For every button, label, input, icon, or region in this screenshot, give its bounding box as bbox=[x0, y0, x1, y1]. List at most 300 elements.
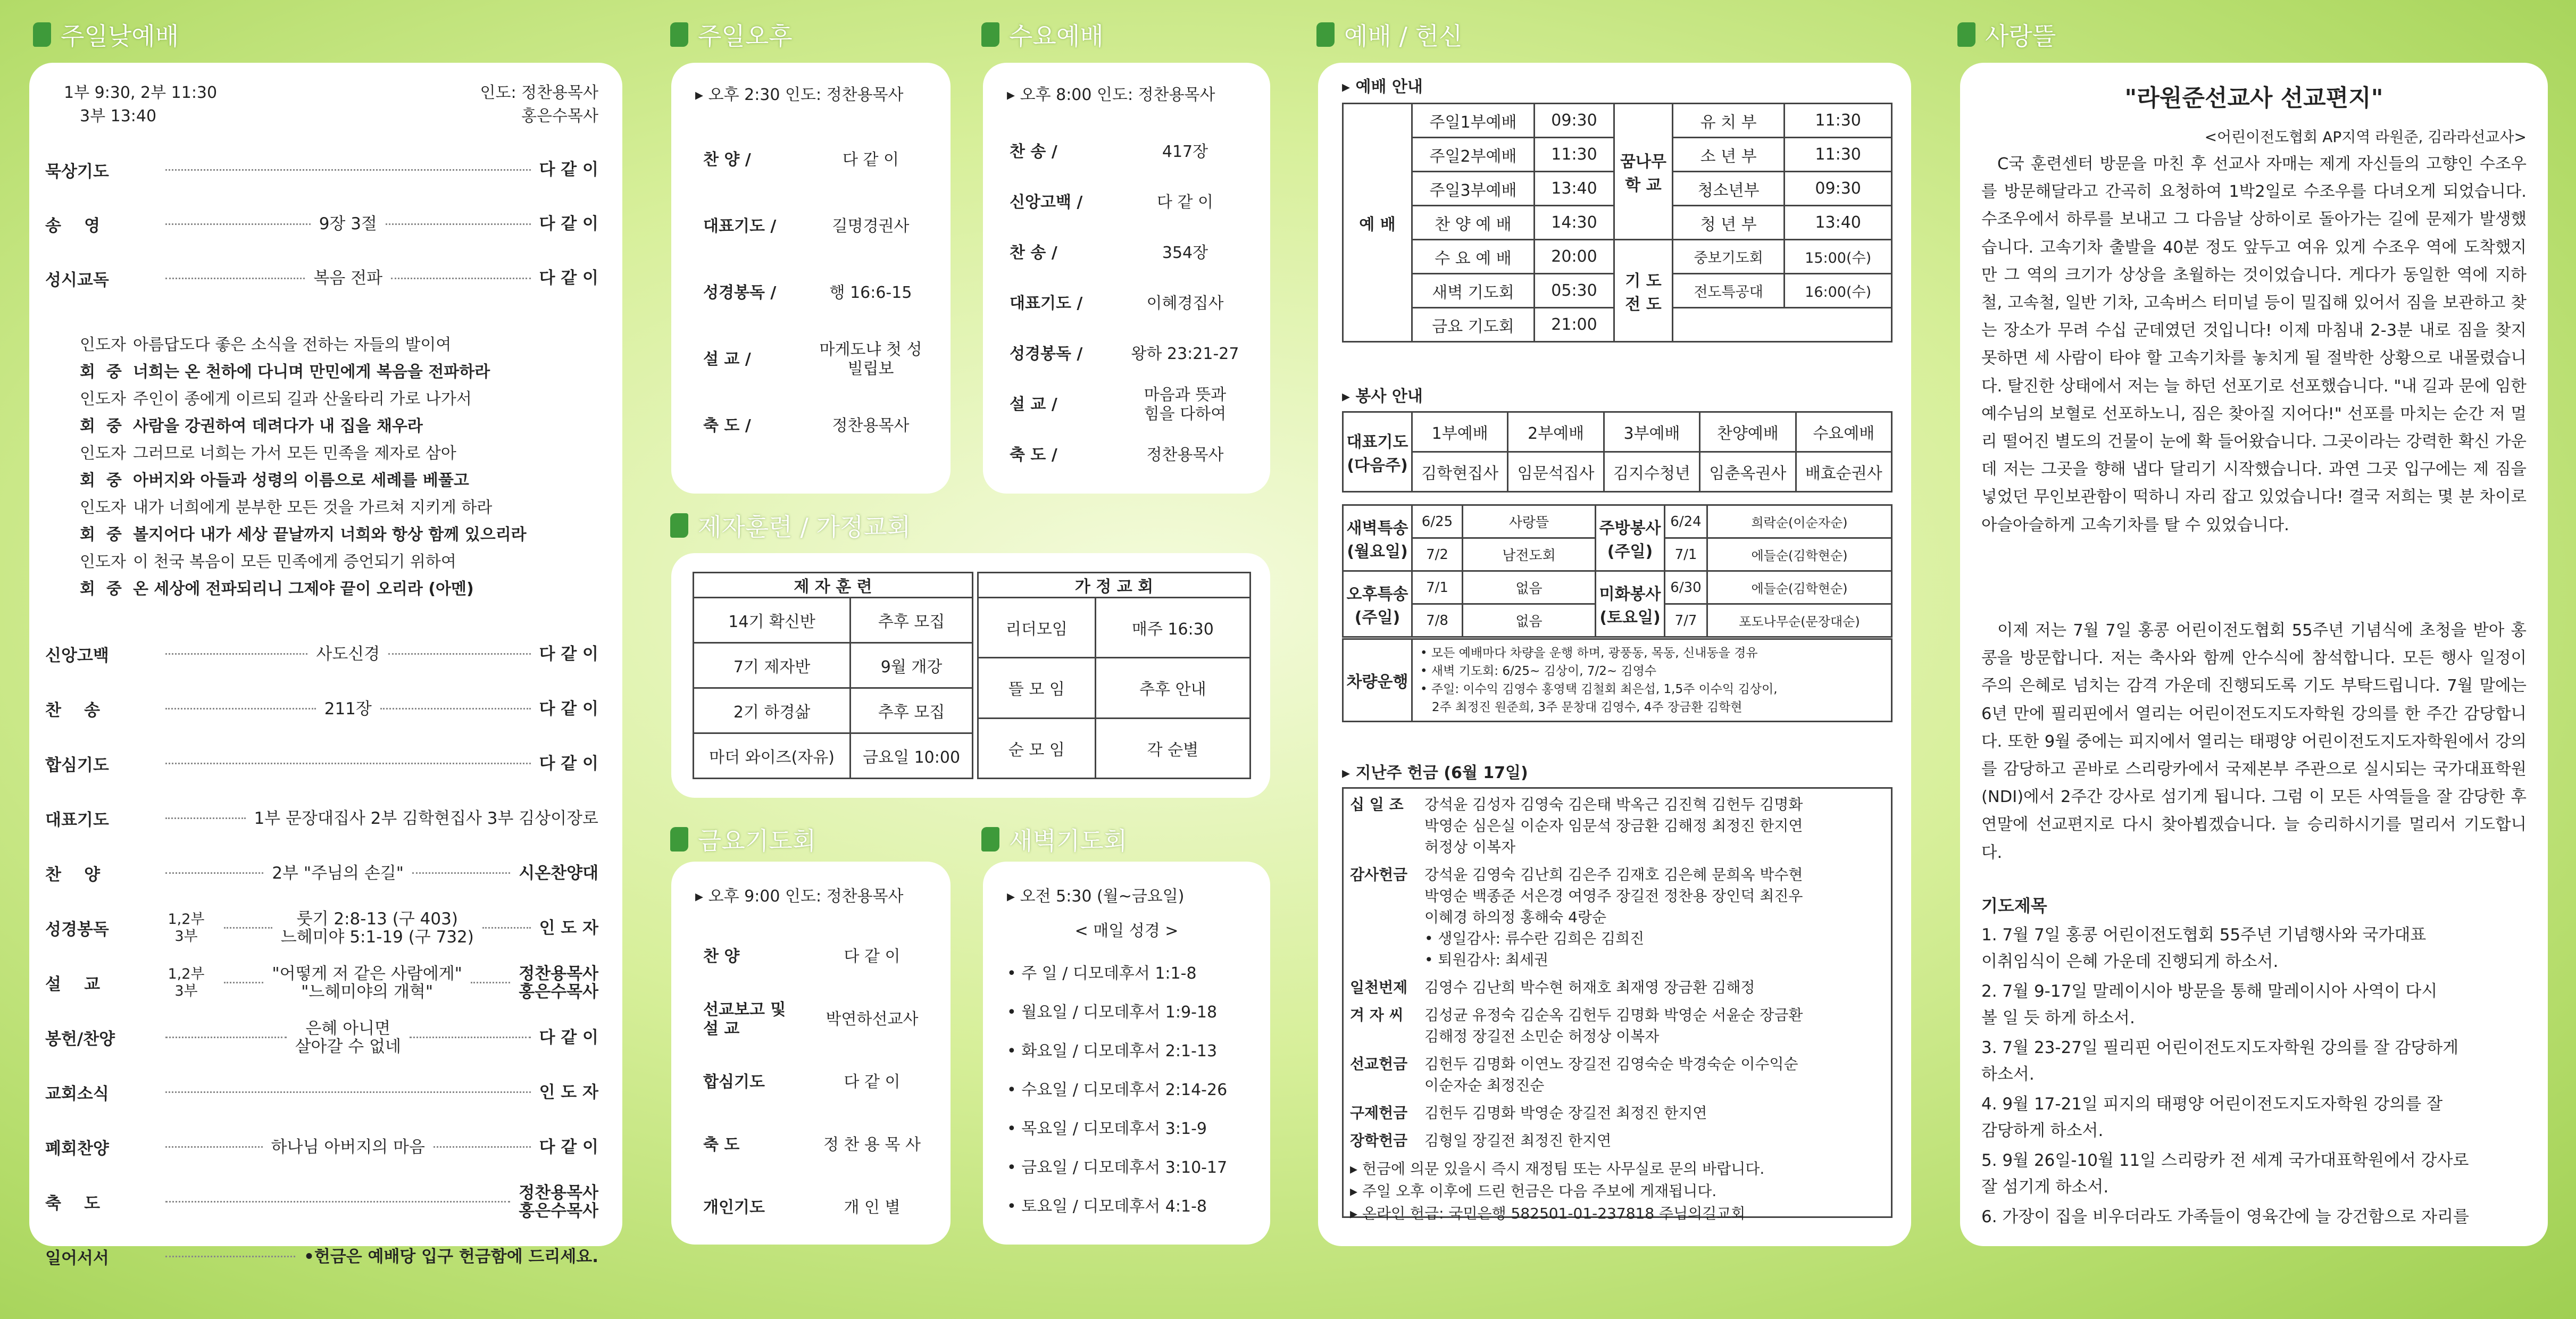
order-item: 9장 3절 bbox=[319, 214, 377, 233]
program-value: 정 찬 용 목 사 bbox=[823, 1136, 921, 1154]
leaf-icon bbox=[1957, 22, 1975, 47]
letter-from: <어린이전도협회 AP지역 라원준, 김라라선교사> bbox=[2204, 128, 2527, 146]
program-label: 설 교 / bbox=[1010, 395, 1057, 414]
order-bottom bbox=[45, 627, 599, 1268]
reading-text: 볼지어다 내가 세상 끝날까지 너희와 항상 함께 있으리라 bbox=[133, 525, 527, 544]
offering-type: 장학헌금 bbox=[1350, 1132, 1408, 1149]
sunday-am-leaders: 인도: 정찬용목사 홍은수목사 bbox=[480, 84, 598, 126]
program-value: 417장 bbox=[1162, 142, 1208, 161]
leaf-icon bbox=[33, 22, 51, 47]
program-label: 축 도 / bbox=[1010, 445, 1057, 464]
order-row bbox=[45, 900, 598, 955]
program-row bbox=[1010, 278, 1254, 329]
prayer-item: 4. 9월 17-21일 피지의 태평양 어린이전도지도자학원 강의를 잘 감당하게 하소서. bbox=[1981, 1095, 2443, 1140]
reading-speaker: 인도자 bbox=[80, 336, 126, 354]
reading-line bbox=[80, 548, 601, 575]
table-row bbox=[694, 643, 973, 688]
reading-text: 이 천국 복음이 모든 민족에게 증언되기 위하여 bbox=[133, 553, 456, 571]
prayer-name: 중보기도회 bbox=[1673, 240, 1785, 274]
dept-name: 청 년 부 bbox=[1673, 206, 1785, 240]
prayer-time: 15:00(수) bbox=[1785, 240, 1892, 274]
duty-label: 주방봉사 (주일) bbox=[1596, 505, 1665, 571]
program-row bbox=[703, 925, 935, 988]
leaf-icon bbox=[670, 827, 688, 851]
table-cell: 마더 와이즈(자유) bbox=[694, 733, 851, 779]
service-time: 21:00 bbox=[1535, 308, 1614, 342]
order-item: 2부 "주님의 손길" bbox=[272, 863, 404, 883]
offering-note: ▸ 헌금에 의문 있을시 즉시 재정팀 또는 사무실로 문의 바랍니다. bbox=[1350, 1160, 1765, 1178]
leader-dots bbox=[482, 927, 531, 929]
table-cell: 금요일 10:00 bbox=[851, 733, 973, 779]
guide-label: 예 배 bbox=[1343, 104, 1412, 342]
car-line: 2주 최정진 원준희, 3주 문창대 김영수, 4주 장금환 김학현 bbox=[1420, 700, 1743, 714]
table-row bbox=[694, 733, 973, 779]
offering-type: 겨 자 씨 bbox=[1350, 1006, 1404, 1024]
letter-body-2: 이제 저는 7월 7일 홍콩 어린이전도협회 55주년 기념식에 초청을 받아 홍콩을 방문합니다. 저는 축사와 함께 안수식에 참석합니다. 모든 행사 일정이 주의 은혜로 넘치는 감격 가운데 진행되도록 기도 부탁드립니다. 7월 말에는 6년 만에 필리핀에서 열리는 어린이전도지도자학원 강의를 한 주간 감당합니다. 또한 9월 중에는 피지에서 열리는 태평양 어린이전도지도자학원에서 강의를 감당하고 곧바로 스리랑카에서 국제본부 주관으로 실시되는 국가대표학원(NDI)에서 2주간 강사로 섬기게 됩니다. 그럼 이 모든 사역들을 잘 감당한 후 연말에 선교편지로 다시 찾아뵙겠습니다. 늘 승리하시기를 멀리서 기도합니다. bbox=[1981, 621, 2527, 862]
dawn-subheader: < 매일 성경 > bbox=[1074, 922, 1179, 940]
prayer-item: 5. 9월 26일-10월 11일 스리랑카 전 세계 국가대표학원에서 강사로 잘 섬기게 하소서. bbox=[1981, 1151, 2469, 1197]
dawn-reading: • 토요일 / 디모데후서 4:1-8 bbox=[1007, 1197, 1207, 1216]
program-value: 다 같 이 bbox=[1156, 193, 1213, 212]
table-cell: 순 모 임 bbox=[978, 718, 1096, 778]
sunday-am-times: 1부 9:30, 2부 11:30 3부 13:40 bbox=[64, 84, 218, 126]
duty-date: 7/7 bbox=[1665, 604, 1707, 637]
program-label: 신앙고백 / bbox=[1010, 193, 1083, 212]
rota-name: 임문석집사 bbox=[1508, 452, 1604, 492]
program-value: 박연하선교사 bbox=[826, 1010, 919, 1029]
order-label: 묵상기도 bbox=[45, 162, 109, 181]
dawn-reading: • 화요일 / 디모데후서 2:1-13 bbox=[1007, 1042, 1218, 1061]
reading-speaker: 인도자 bbox=[80, 553, 126, 571]
service-name: 주일3부예배 bbox=[1412, 172, 1535, 206]
order-item: 211장 bbox=[324, 699, 372, 719]
order-item: 룻기 2:8-13 (구 403) 느헤미야 5:1-19 (구 732) bbox=[280, 909, 474, 947]
program-label: 찬 송 / bbox=[1010, 142, 1057, 161]
dawn-reading: • 목요일 / 디모데후서 3:1-9 bbox=[1007, 1120, 1207, 1138]
program-value: 다 같 이 bbox=[844, 947, 901, 966]
program-label: 선교보고 및 설 교 bbox=[703, 1000, 786, 1038]
order-person: 정찬용목사 홍은수목사 bbox=[519, 1183, 598, 1221]
friday-list bbox=[703, 925, 935, 1239]
car-line: • 주일: 이수익 김영수 홍영택 김철회 최은섭, 1,5주 이수익 김상이, bbox=[1420, 682, 1778, 696]
duty-label: 미화봉사 (토요일) bbox=[1596, 571, 1665, 637]
leader-dots bbox=[165, 1256, 295, 1257]
reading-speaker: 회 중 bbox=[80, 525, 122, 544]
program-value: 이혜경집사 bbox=[1146, 294, 1224, 313]
program-value: 개 인 별 bbox=[844, 1198, 901, 1217]
order-label: 찬 송 bbox=[45, 701, 101, 720]
program-row bbox=[703, 260, 935, 326]
program-value: 마음과 뜻과 힘을 다하여 bbox=[1144, 385, 1227, 423]
service-guide-title: ▸ 봉사 안내 bbox=[1342, 387, 1423, 406]
offering-row bbox=[1350, 864, 1885, 971]
dawn-reading-text: 금요일 / 디모데후서 3:10-17 bbox=[1021, 1158, 1228, 1177]
leader-dots bbox=[165, 1037, 287, 1038]
table-cell: 추후 모집 bbox=[851, 688, 973, 733]
order-row bbox=[45, 955, 598, 1010]
offering-list bbox=[1350, 794, 1885, 1151]
service-time: 11:30 bbox=[1535, 138, 1614, 172]
order-label: 봉헌/찬양 bbox=[45, 1030, 115, 1049]
program-row bbox=[703, 127, 935, 193]
reading-line bbox=[80, 331, 601, 358]
prayer-label: 기 도 전 도 bbox=[1614, 240, 1673, 342]
duty-date: 6/24 bbox=[1665, 505, 1707, 538]
offering-box bbox=[1342, 787, 1893, 1222]
home-church-table: 가 정 교 회 리더모임 매주 16:30 뜰 모 임 추후 안내 순 모 임 각 순별 bbox=[977, 572, 1251, 779]
program-row bbox=[703, 393, 935, 459]
duty-date: 6/30 bbox=[1665, 571, 1707, 604]
reading-line bbox=[80, 440, 601, 467]
offering-row bbox=[1350, 1130, 1885, 1151]
order-row bbox=[45, 1065, 598, 1120]
offering-names: 김성균 유정숙 김순옥 김헌두 김명화 박영순 서윤순 장금환 김해정 장길전 소민순 허정상 이복자 bbox=[1424, 1006, 1803, 1045]
dawn-reading-text: 주 일 / 디모데후서 1:1-8 bbox=[1021, 964, 1197, 983]
friday-panel bbox=[671, 862, 951, 1245]
reading-text: 그러므로 너희는 가서 모든 민족을 제자로 삼아 bbox=[133, 444, 456, 463]
dawn-reading-text: 화요일 / 디모데후서 2:1-13 bbox=[1021, 1042, 1218, 1061]
service-time: 13:40 bbox=[1535, 172, 1614, 206]
table-row bbox=[1343, 452, 1892, 492]
duty-group: 없음 bbox=[1463, 571, 1596, 604]
leader-dots bbox=[224, 982, 263, 983]
service-name: 수 요 예 배 bbox=[1412, 240, 1535, 274]
sunday-am-title: 주일낮예배 bbox=[33, 17, 179, 52]
table-cell: 9월 개강 bbox=[851, 643, 973, 688]
prayer-rota-table bbox=[1342, 411, 1893, 492]
leader-dots bbox=[471, 982, 510, 983]
order-person: 다 같 이 bbox=[539, 269, 599, 288]
sunday-pm-panel bbox=[671, 63, 951, 494]
table-cell: 뜰 모 임 bbox=[978, 658, 1096, 718]
offering-row bbox=[1350, 1005, 1885, 1047]
reading-speaker: 회 중 bbox=[80, 471, 122, 490]
service-time: 09:30 bbox=[1535, 104, 1614, 138]
order-label: 대표기도 bbox=[45, 811, 109, 830]
duty-group: 희락순(이순자순) bbox=[1707, 505, 1892, 538]
sunday-am-panel bbox=[29, 63, 622, 1268]
program-row bbox=[1010, 329, 1254, 379]
order-label: 교회소식 bbox=[45, 1084, 109, 1104]
program-label: 찬 양 bbox=[703, 947, 740, 966]
reading-line bbox=[80, 467, 601, 494]
prayer-list bbox=[1981, 922, 2532, 1233]
order-person: 시온찬양대 bbox=[519, 863, 599, 883]
order-person: 다 같 이 bbox=[539, 699, 598, 719]
leader-dots bbox=[165, 169, 531, 171]
rota-head: 3부예배 bbox=[1604, 412, 1699, 452]
wednesday-header: ▸ 오후 8:00 인도: 정찬용목사 bbox=[1007, 86, 1215, 104]
table-row bbox=[1343, 505, 1892, 538]
program-label: 찬 송 / bbox=[1010, 243, 1057, 262]
order-label: 신앙고백 bbox=[45, 646, 109, 665]
rota-name: 배효순권사 bbox=[1796, 452, 1891, 492]
table-row bbox=[1343, 104, 1892, 138]
program-row bbox=[703, 1114, 935, 1176]
program-row bbox=[703, 1176, 935, 1239]
offering-type: 구제헌금 bbox=[1350, 1104, 1408, 1122]
table-row bbox=[1343, 412, 1892, 452]
order-label: 축 도 bbox=[45, 1194, 101, 1213]
duty-group: 포도나무순(문장대순) bbox=[1707, 604, 1892, 637]
letter-title: "라원준선교사 선교편지" bbox=[2124, 85, 2383, 112]
reading-speaker: 회 중 bbox=[80, 580, 122, 598]
service-time: 20:00 bbox=[1535, 240, 1614, 274]
duty-label: 오후특송 (주일) bbox=[1343, 571, 1412, 637]
wednesday-title: 수요예배 bbox=[981, 17, 1104, 52]
reading-text: 사람을 강권하여 데려다가 내 집을 채우라 bbox=[133, 417, 423, 436]
order-item: "어떻게 저 같은 사람에게" "느헤미야의 개혁" bbox=[272, 964, 462, 1001]
leader-dots bbox=[165, 872, 263, 874]
reading-line bbox=[80, 494, 601, 521]
offering-names: 김영수 김난희 박수현 허재호 최재영 장금환 김해정 bbox=[1424, 979, 1755, 996]
program-value: 길명경권사 bbox=[832, 216, 910, 236]
order-person: 다 같 이 bbox=[539, 160, 598, 179]
duty-date: 7/1 bbox=[1412, 571, 1463, 604]
reading-line bbox=[80, 521, 601, 548]
table-row bbox=[694, 688, 973, 733]
car-details bbox=[1412, 639, 1892, 722]
reading-speaker: 회 중 bbox=[80, 363, 122, 381]
leader-dots bbox=[380, 708, 531, 709]
reading-speaker: 인도자 bbox=[80, 498, 126, 517]
order-label: 폐회찬양 bbox=[45, 1139, 109, 1158]
leader-dots bbox=[165, 1146, 263, 1148]
rota-name: 김지수청년 bbox=[1604, 452, 1699, 492]
order-label: 일어서서 bbox=[45, 1249, 109, 1268]
sunday-pm-list bbox=[703, 127, 935, 459]
offering-row bbox=[1350, 1103, 1885, 1124]
duty-group: 에들순(김학현순) bbox=[1707, 571, 1892, 604]
offering-notes bbox=[1350, 1158, 1885, 1225]
dawn-reading-text: 목요일 / 디모데후서 3:1-9 bbox=[1021, 1120, 1207, 1138]
dawn-reading-text: 수요일 / 디모데후서 2:14-26 bbox=[1021, 1081, 1228, 1099]
dawn-title: 새벽기도회 bbox=[981, 822, 1127, 857]
order-item: 복음 전파 bbox=[313, 269, 383, 288]
program-value: 다 같 이 bbox=[842, 150, 899, 169]
order-top bbox=[45, 143, 599, 290]
table-cell: 추후 안내 bbox=[1095, 658, 1250, 718]
order-label: 성시교독 bbox=[45, 270, 109, 290]
table-cell: 리더모임 bbox=[978, 598, 1096, 658]
reading-text: 주인이 종에게 이르되 길과 산울타리 가로 나가서 bbox=[133, 390, 472, 408]
leaf-icon bbox=[670, 513, 688, 538]
duty-group: 에들순(김학현순) bbox=[1707, 538, 1892, 571]
leaf-icon bbox=[670, 22, 688, 47]
car-line: • 모든 예배마다 차량을 운행 하며, 광풍동, 목동, 신내동을 경유 bbox=[1420, 646, 1758, 660]
program-label: 개인기도 bbox=[703, 1198, 765, 1217]
order-label: 합심기도 bbox=[45, 756, 109, 775]
table-row bbox=[978, 718, 1251, 778]
dawn-header: ▸ 오전 5:30 (월~금요일) bbox=[1007, 887, 1185, 906]
order-person: 다 같 이 bbox=[539, 754, 598, 773]
program-value: 정찬용목사 bbox=[1146, 445, 1224, 464]
reading-text: 온 세상에 전파되리니 그제야 끝이 오리라 (아멘) bbox=[133, 580, 474, 598]
sunday-pm-header: ▸ 오후 2:30 인도: 정찬용목사 bbox=[695, 86, 904, 104]
program-row bbox=[703, 193, 935, 260]
duty-date: 7/2 bbox=[1412, 538, 1463, 571]
wednesday-panel bbox=[983, 63, 1270, 494]
program-label: 축 도 bbox=[703, 1136, 740, 1154]
friday-title: 금요기도회 bbox=[670, 822, 816, 857]
order-row bbox=[45, 197, 598, 251]
reading-text: 아버지와 아들과 성령의 이름으로 세례를 베풀고 bbox=[133, 471, 469, 490]
disciple-title: 제자훈련 / 가정교회 bbox=[670, 508, 911, 543]
table-cell: 7기 제자반 bbox=[694, 643, 851, 688]
leader-dots bbox=[224, 927, 272, 929]
program-row bbox=[703, 326, 935, 393]
order-sub: 1,2부 3부 bbox=[168, 965, 205, 999]
leader-dots bbox=[165, 223, 311, 225]
service-name: 주일2부예배 bbox=[1412, 138, 1535, 172]
order-row bbox=[45, 791, 598, 846]
reading-text: 아름답도다 좋은 소식을 전하는 자들의 발이여 bbox=[133, 336, 452, 354]
rota-head: 찬양예배 bbox=[1700, 412, 1796, 452]
service-name: 새벽 기도회 bbox=[1412, 274, 1535, 308]
love-title: 사랑뜰 bbox=[1957, 17, 2056, 52]
reading-speaker: 인도자 bbox=[80, 390, 126, 408]
reading-speaker: 인도자 bbox=[80, 444, 126, 463]
prayer-item: 6. 가장이 집을 비우더라도 가족들이 영육간에 늘 강건함으로 자리를 bbox=[1981, 1207, 2469, 1226]
order-row bbox=[45, 736, 598, 791]
order-label: 송 영 bbox=[45, 216, 101, 236]
rota-head: 2부예배 bbox=[1508, 412, 1604, 452]
program-label: 찬 양 / bbox=[703, 150, 751, 169]
offering-names: 강석윤 김영숙 김난희 김은주 김재호 김은혜 문희옥 박수현 박영순 백종준 서은경 여영주 장길전 정찬용 장인덕 최진우 이혜경 하의정 홍해숙 4랑순 • 생일감사: 류수란 김희은 김희진 • 퇴원감사: 최세권 bbox=[1424, 866, 1803, 969]
table-cell: 추후 모집 bbox=[851, 598, 973, 643]
duty-date: 7/8 bbox=[1412, 604, 1463, 637]
duty-date: 6/25 bbox=[1412, 505, 1463, 538]
program-value: 마게도냐 첫 성 빌립보 bbox=[819, 340, 922, 378]
program-value: 다 같 이 bbox=[844, 1073, 901, 1091]
prayer-item: 2. 7월 9-17일 말레이시아 방문을 통해 말레이시아 사역이 다시 볼 일 듯 하게 하소서. bbox=[1981, 982, 2438, 1028]
offering-row bbox=[1350, 794, 1885, 858]
leader-dots bbox=[165, 817, 246, 819]
order-person: 다 같 이 bbox=[539, 1137, 599, 1157]
dawn-list bbox=[1007, 960, 1260, 1232]
duty-group: 사랑뜰 bbox=[1463, 505, 1596, 538]
reading-line bbox=[80, 358, 601, 386]
order-person: •헌금은 예배당 입구 헌금함에 드리세요. bbox=[304, 1247, 598, 1266]
worship-guide-title: ▸ 예배 안내 bbox=[1342, 78, 1423, 96]
love-panel bbox=[1960, 63, 2548, 1246]
worship-panel bbox=[1318, 63, 1911, 1246]
table-cell: 14기 확신반 bbox=[694, 598, 851, 643]
service-time: 05:30 bbox=[1535, 274, 1614, 308]
program-row bbox=[703, 988, 935, 1051]
disciple-table: 제 자 훈 련 14기 확신반 추후 모집 7기 제자반 9월 개강 2기 하경삶 추후 모집 마더 와이즈(자유) 금요일 10:00 bbox=[693, 572, 973, 779]
dept-name: 유 치 부 bbox=[1673, 104, 1785, 138]
leader-dots bbox=[433, 1146, 531, 1148]
program-label: 대표기도 / bbox=[1010, 294, 1083, 313]
leader-dots bbox=[165, 653, 307, 655]
table-cell: 매주 16:30 bbox=[1095, 598, 1250, 658]
program-value: 왕하 23:21-27 bbox=[1131, 344, 1239, 363]
reading-line bbox=[80, 413, 601, 440]
rota-name: 임춘옥권사 bbox=[1700, 452, 1796, 492]
offering-row bbox=[1350, 1054, 1885, 1096]
leader-dots bbox=[165, 1091, 531, 1093]
order-person: 다 같 이 bbox=[539, 644, 599, 664]
service-name: 찬 양 예 배 bbox=[1412, 206, 1535, 240]
order-row bbox=[45, 143, 598, 197]
service-name: 주일1부예배 bbox=[1412, 104, 1535, 138]
order-row bbox=[45, 627, 598, 681]
reading-text: 너희는 온 천하에 다니며 만민에게 복음을 전파하라 bbox=[133, 363, 490, 381]
table-row bbox=[978, 658, 1251, 718]
offering-note: ▸ 주일 오후 이후에 드린 헌금은 다음 주보에 게재됩니다. bbox=[1350, 1182, 1717, 1200]
table-row bbox=[1343, 571, 1892, 604]
order-row bbox=[45, 846, 598, 900]
order-person: 정찬용목사 홍은수목사 bbox=[519, 964, 598, 1001]
responsive-reading bbox=[80, 331, 601, 603]
prayer-name: 전도특공대 bbox=[1673, 274, 1785, 308]
program-value: 정찬용목사 bbox=[832, 416, 910, 435]
order-row bbox=[45, 1010, 598, 1065]
worship-guide-table bbox=[1342, 103, 1893, 343]
reading-line bbox=[80, 575, 601, 603]
offering-names: 강석윤 김성자 김영숙 김은태 박옥근 김진혁 김헌두 김명화 박영순 심은실 이순자 임문석 장금환 김해정 최정진 한지연 허정상 이복자 bbox=[1424, 796, 1803, 856]
program-value: 행 16:6-15 bbox=[829, 283, 912, 302]
rota-head: 수요예배 bbox=[1796, 412, 1891, 452]
order-row bbox=[45, 681, 598, 736]
friday-header: ▸ 오후 9:00 인도: 정찬용목사 bbox=[695, 887, 904, 906]
service-name: 금요 기도회 bbox=[1412, 308, 1535, 342]
letter-body-1: C국 훈련센터 방문을 마친 후 선교사 자매는 제게 자신들의 고향인 수조우를 방문해달라고 간곡히 요청하여 1박2일로 수조우를 다녀오게 되었습니다. 수조우에서 하루를 보내고 그 다음날 상하이로 돌아가는 길에 문제가 발생했습니다. 고속기차 출발을 40분 정도 앞두고 여유 있게 수조우 역에 도착했지만 그 역의 크기가 상상을 초월하는 것이었습니다. 게다가 동일한 역에 지하철, 고속철, 일반 기차, 고속버스 터미널 등이 밀집해 있어서 짐을 보관하고 찾는 장소가 무려 수십 군데였던 것입니다! 이제 마침내 2-3분 내로 짐을 찾지 못하면 세 사람이 타야 할 고속기차를 놓치게 될 절박한 상황으로 내몰렸습니다. 탈진한 상태에서 저는 늘 하던 선포기로 선포했습니다. "내 길과 문에 임한 예수님의 보혈로 선포하노니, 짐은 찾아질 지어다!" 선포를 마치는 순간 저 멀리 떨어진 별도의 건물이 눈에 확 들어왔습니다. 그곳이라는 강력한 확신 가운데 저는 그곳을 향해 냅다 달리기 시작했습니다. 과연 그곳 입구에는 제 짐을 넣었던 무인보관함이 떡하니 자리 잡고 있었습니다! 결국 저희는 몇 분 차이로 아슬아슬하게 고속기차를 탈 수 있었습니다. bbox=[1981, 155, 2527, 535]
prayer-item: 3. 7월 23-27일 필리핀 어린이전도지도자학원 강의를 잘 감당하게 하소서. bbox=[1981, 1038, 2459, 1084]
reading-speaker: 회 중 bbox=[80, 417, 122, 436]
leader-dots bbox=[165, 708, 316, 709]
order-row bbox=[45, 1120, 598, 1174]
program-label: 축 도 / bbox=[703, 416, 751, 435]
order-item: 하나님 아버지의 마음 bbox=[271, 1137, 425, 1157]
prayer-title: 기도제목 bbox=[1981, 896, 2047, 916]
leader-dots bbox=[388, 653, 530, 655]
offering-type: 선교헌금 bbox=[1350, 1055, 1408, 1073]
dawn-reading: • 금요일 / 디모데후서 3:10-17 bbox=[1007, 1158, 1228, 1177]
order-sub: 1,2부 3부 bbox=[168, 911, 205, 945]
school-label: 꿈나무 학 교 bbox=[1614, 104, 1673, 240]
table-cell: 각 순별 bbox=[1095, 718, 1250, 778]
leaf-icon bbox=[981, 827, 999, 851]
rota-head: 1부예배 bbox=[1412, 412, 1508, 452]
order-person: 인 도 자 bbox=[539, 918, 598, 938]
offering-names: 김형일 장길전 최정진 한지연 bbox=[1424, 1132, 1612, 1149]
dawn-reading: • 수요일 / 디모데후서 2:14-26 bbox=[1007, 1081, 1228, 1099]
dept-time: 11:30 bbox=[1785, 104, 1892, 138]
disciple-panel bbox=[671, 553, 1270, 798]
duty-group: 없음 bbox=[1463, 604, 1596, 637]
dawn-reading: • 월요일 / 디모데후서 1:9-18 bbox=[1007, 1003, 1218, 1022]
duty-date: 7/1 bbox=[1665, 538, 1707, 571]
reading-line bbox=[80, 386, 601, 413]
offering-names: 김헌두 김명화 박영순 장길전 최정진 한지연 bbox=[1424, 1104, 1707, 1122]
leader-dots bbox=[165, 763, 531, 764]
dept-name: 소 년 부 bbox=[1673, 138, 1785, 172]
prayer-item: 1. 7월 7일 홍콩 어린이전도협회 55주년 기념행사와 국가대표 이취임식이 은혜 가운데 진행되게 하소서. bbox=[1981, 925, 2427, 971]
rota-label: 대표기도 (다음주) bbox=[1343, 412, 1412, 492]
order-item: 은혜 아니면 살아갈 수 없네 bbox=[295, 1019, 401, 1056]
offering-row bbox=[1350, 977, 1885, 998]
dept-name: 청소년부 bbox=[1673, 172, 1785, 206]
leader-dots bbox=[165, 1201, 510, 1203]
leaf-icon bbox=[1316, 22, 1335, 47]
program-row bbox=[1010, 430, 1254, 480]
offering-type: 일천번제 bbox=[1350, 979, 1408, 996]
program-value: 354장 bbox=[1162, 243, 1208, 262]
program-row bbox=[1010, 127, 1254, 177]
program-label: 대표기도 / bbox=[703, 216, 777, 236]
